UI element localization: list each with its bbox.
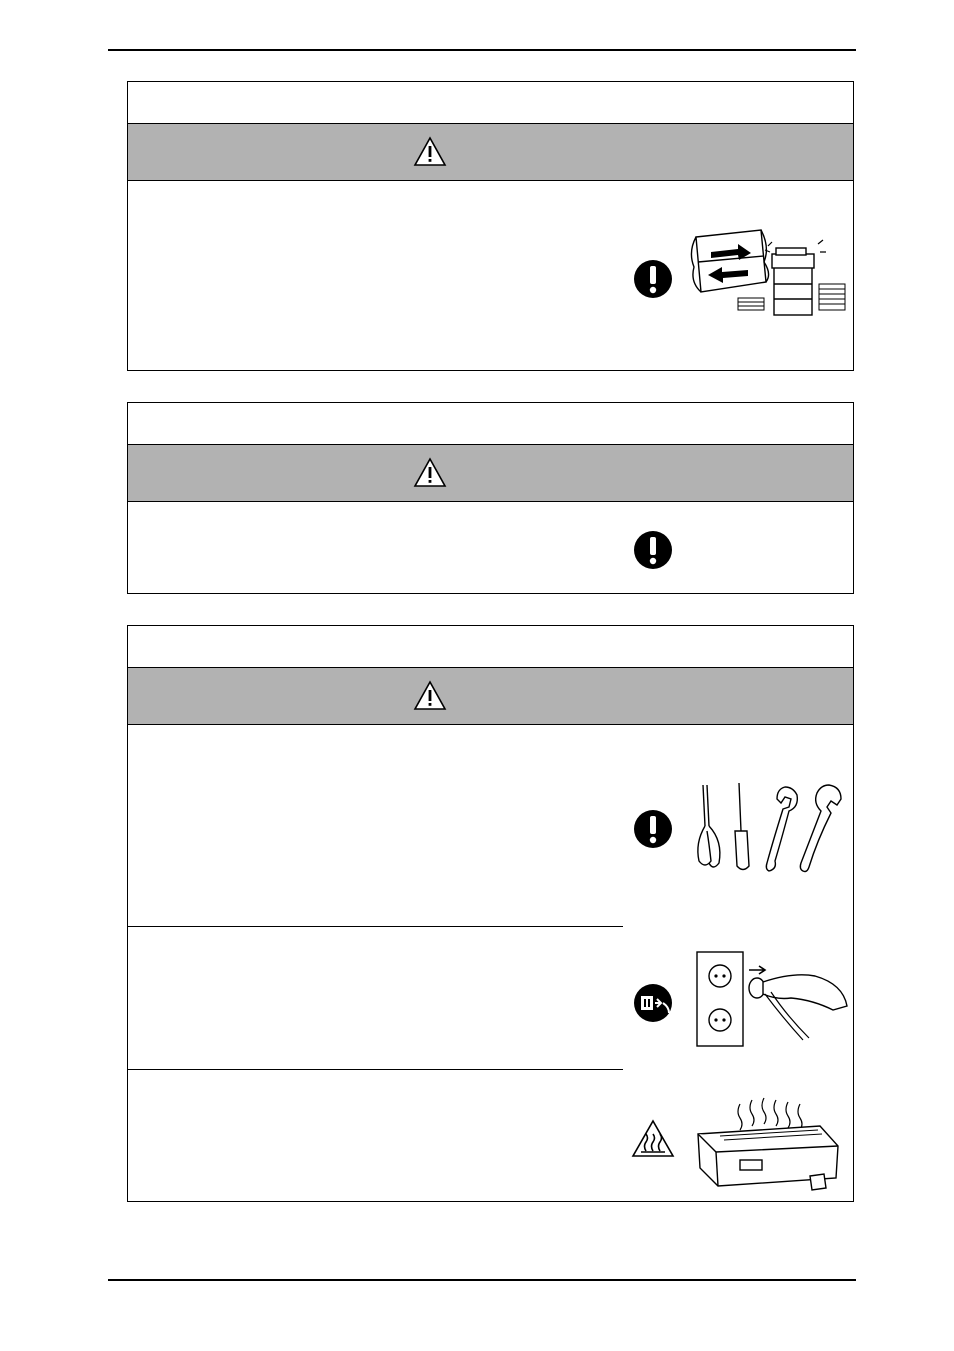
warning-triangle-icon xyxy=(413,457,447,489)
caution-box-2-header xyxy=(128,445,853,502)
unplug-outlet-illustration xyxy=(693,948,848,1048)
tools-illustration xyxy=(691,781,851,876)
footer-rule xyxy=(108,1279,856,1281)
header-rule xyxy=(108,49,856,51)
hot-surface-icon xyxy=(631,1119,675,1159)
caution-box-1-header xyxy=(128,124,853,181)
mandatory-action-icon xyxy=(633,259,673,299)
warning-triangle-icon xyxy=(413,136,447,168)
caution-box-3-header xyxy=(128,668,853,725)
ventilation-copier-illustration xyxy=(686,222,851,332)
unplug-power-icon xyxy=(633,983,673,1023)
mandatory-action-icon xyxy=(633,530,673,570)
warning-triangle-icon xyxy=(413,680,447,712)
row-separator xyxy=(128,926,623,927)
caution-box-1-title xyxy=(128,82,853,124)
row-separator xyxy=(128,1069,623,1070)
mandatory-action-icon xyxy=(633,809,673,849)
caution-box-3 xyxy=(127,625,854,1202)
caution-box-3-title xyxy=(128,626,853,668)
hot-fuser-unit-illustration xyxy=(690,1096,850,1196)
caution-box-2-title xyxy=(128,403,853,445)
caution-box-1 xyxy=(127,81,854,371)
caution-box-2 xyxy=(127,402,854,594)
